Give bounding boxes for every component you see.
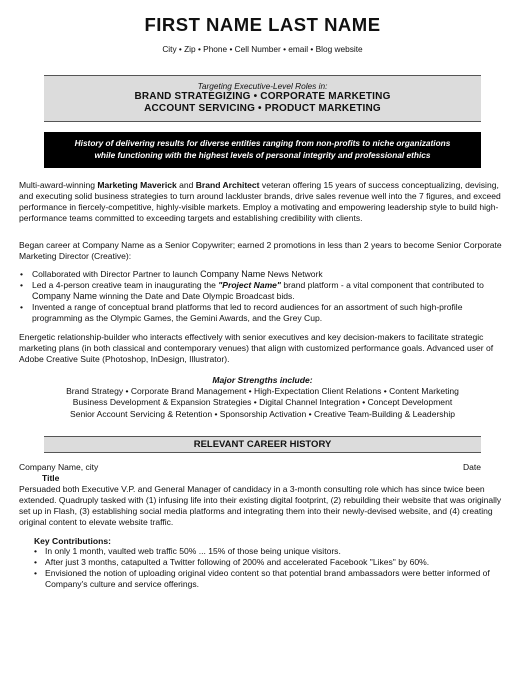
project-name-text: "Project Name" — [218, 280, 281, 290]
strengths-title: Major Strengths include: — [212, 375, 313, 385]
strengths-line-2: Business Development & Expansion Strategies • Digital Channel Integration • Concept Development — [72, 397, 453, 408]
targeting-box — [44, 75, 481, 122]
bullet-text: Invented a range of conceptual brand platforms that led to record audiences for an assortment of such high-profile programming as the Olympic Games, the Gemini Awards, and the Grey Cup. — [32, 302, 463, 323]
key-contributions-title: Key Contributions: — [34, 536, 111, 546]
targeting-line-1: BRAND STRATEGIZING • CORPORATE MARKETING — [134, 91, 391, 102]
summary-p1-pre: Multi-award-winning — [19, 180, 98, 190]
summary-paragraph-3: Energetic relationship-builder who interacts effectively with senior executives and key decision-makers to facilitate strategic marketing plans (in both classical and contemporary venues) that align with customized performance goals. Advanced user of Adobe Creative Suite (Photoshop, InDesign, Illustrator). — [19, 332, 494, 364]
bullet-text: brand platform - a vital component that contributed to — [280, 280, 484, 290]
candidate-name: FIRST NAME LAST NAME — [144, 14, 381, 35]
bullet-text: Led a 4-person creative team in inaugurating the — [32, 280, 219, 290]
strengths-line-1: Brand Strategy • Corporate Brand Management • High-Expectation Client Relations • Content Marketing — [66, 386, 459, 396]
history-line-1: History of delivering results for diverse entities ranging from non-profits to niche organizations — [74, 138, 451, 148]
key-contributions-list — [34, 546, 504, 590]
targeting-intro: Targeting Executive-Level Roles in: — [197, 81, 328, 91]
job-title: Title — [42, 473, 60, 483]
summary-p1-bold-1: Marketing Maverick — [97, 180, 177, 190]
summary-p1-bold-2: Brand Architect — [195, 180, 260, 190]
contact-line: City • Zip • Phone • Cell Number • email • Blog website — [162, 44, 363, 54]
summary-bullet-list — [19, 269, 509, 324]
summary-p1-mid: and — [176, 180, 196, 190]
company-name-text: Company Name — [200, 269, 266, 279]
company-name-text: Company Name — [32, 291, 98, 301]
bullet-text: Collaborated with Director Partner to launch — [32, 269, 201, 279]
job-date: Date — [462, 462, 481, 472]
career-history-heading: RELEVANT CAREER HISTORY — [44, 436, 481, 453]
strengths-list — [0, 386, 525, 420]
bullet-text: winning the Date and Date Olympic Broadcast bids. — [97, 291, 295, 301]
list-item — [19, 302, 509, 324]
list-item — [19, 280, 509, 302]
list-item — [19, 269, 509, 280]
bullet-text: News Network — [265, 269, 323, 279]
list-item: • In only 1 month, vaulted web traffic 50% ... 15% of those being unique visitors. — [34, 546, 504, 557]
history-banner — [44, 132, 481, 168]
history-line-2: while functioning with the highest levels of personal integrity and professional ethics — [94, 150, 431, 160]
list-item: • Envisioned the notion of uploading original video content so that potential brand ambassadors were better informed of Company's culture and service offerings. — [34, 568, 504, 590]
job-description: Persuaded both Executive V.P. and General Manager of candidacy in a 3-month consulting role which has since twice been extended. Quadruply tasked with (1) infusing life into their existing digital footprint, (2) rebuilding their website that was originally set up in Flash, (3) establishing social media platforms and integrating them into their newly-devised website, and (4) creating original content to elevate website traffic. — [19, 484, 502, 527]
strengths-line-3: Senior Account Servicing & Retention • Sponsorship Activation • Creative Team-Building & Leadership — [70, 408, 455, 419]
summary-paragraph-1 — [19, 180, 509, 224]
summary-paragraph-2: Began career at Company Name as a Senior Copywriter; earned 2 promotions in less than 2 years to become Senior Corporate Marketing Director (Creative): — [19, 240, 502, 261]
job-company: Company Name, city — [19, 462, 99, 472]
list-item: • After just 3 months, catapulted a Twitter following of 200% and accelerated Facebook "Likes" by 60%. — [34, 557, 504, 568]
summary-p1-post: veteran offering 15 years of success conceptualizing, devising, and executing solid business strategies to turn around lackluster brands, drive sales revenue well into the 7 figures, and exceed performance in fiercely-competitive, highly-visible markets. Employ a motivating and empowering leadership style to build high-performance teams committed to exceeding targets and establishing credibility with clients. — [19, 180, 501, 223]
targeting-line-2: ACCOUNT SERVICING • PRODUCT MARKETING — [144, 103, 381, 114]
